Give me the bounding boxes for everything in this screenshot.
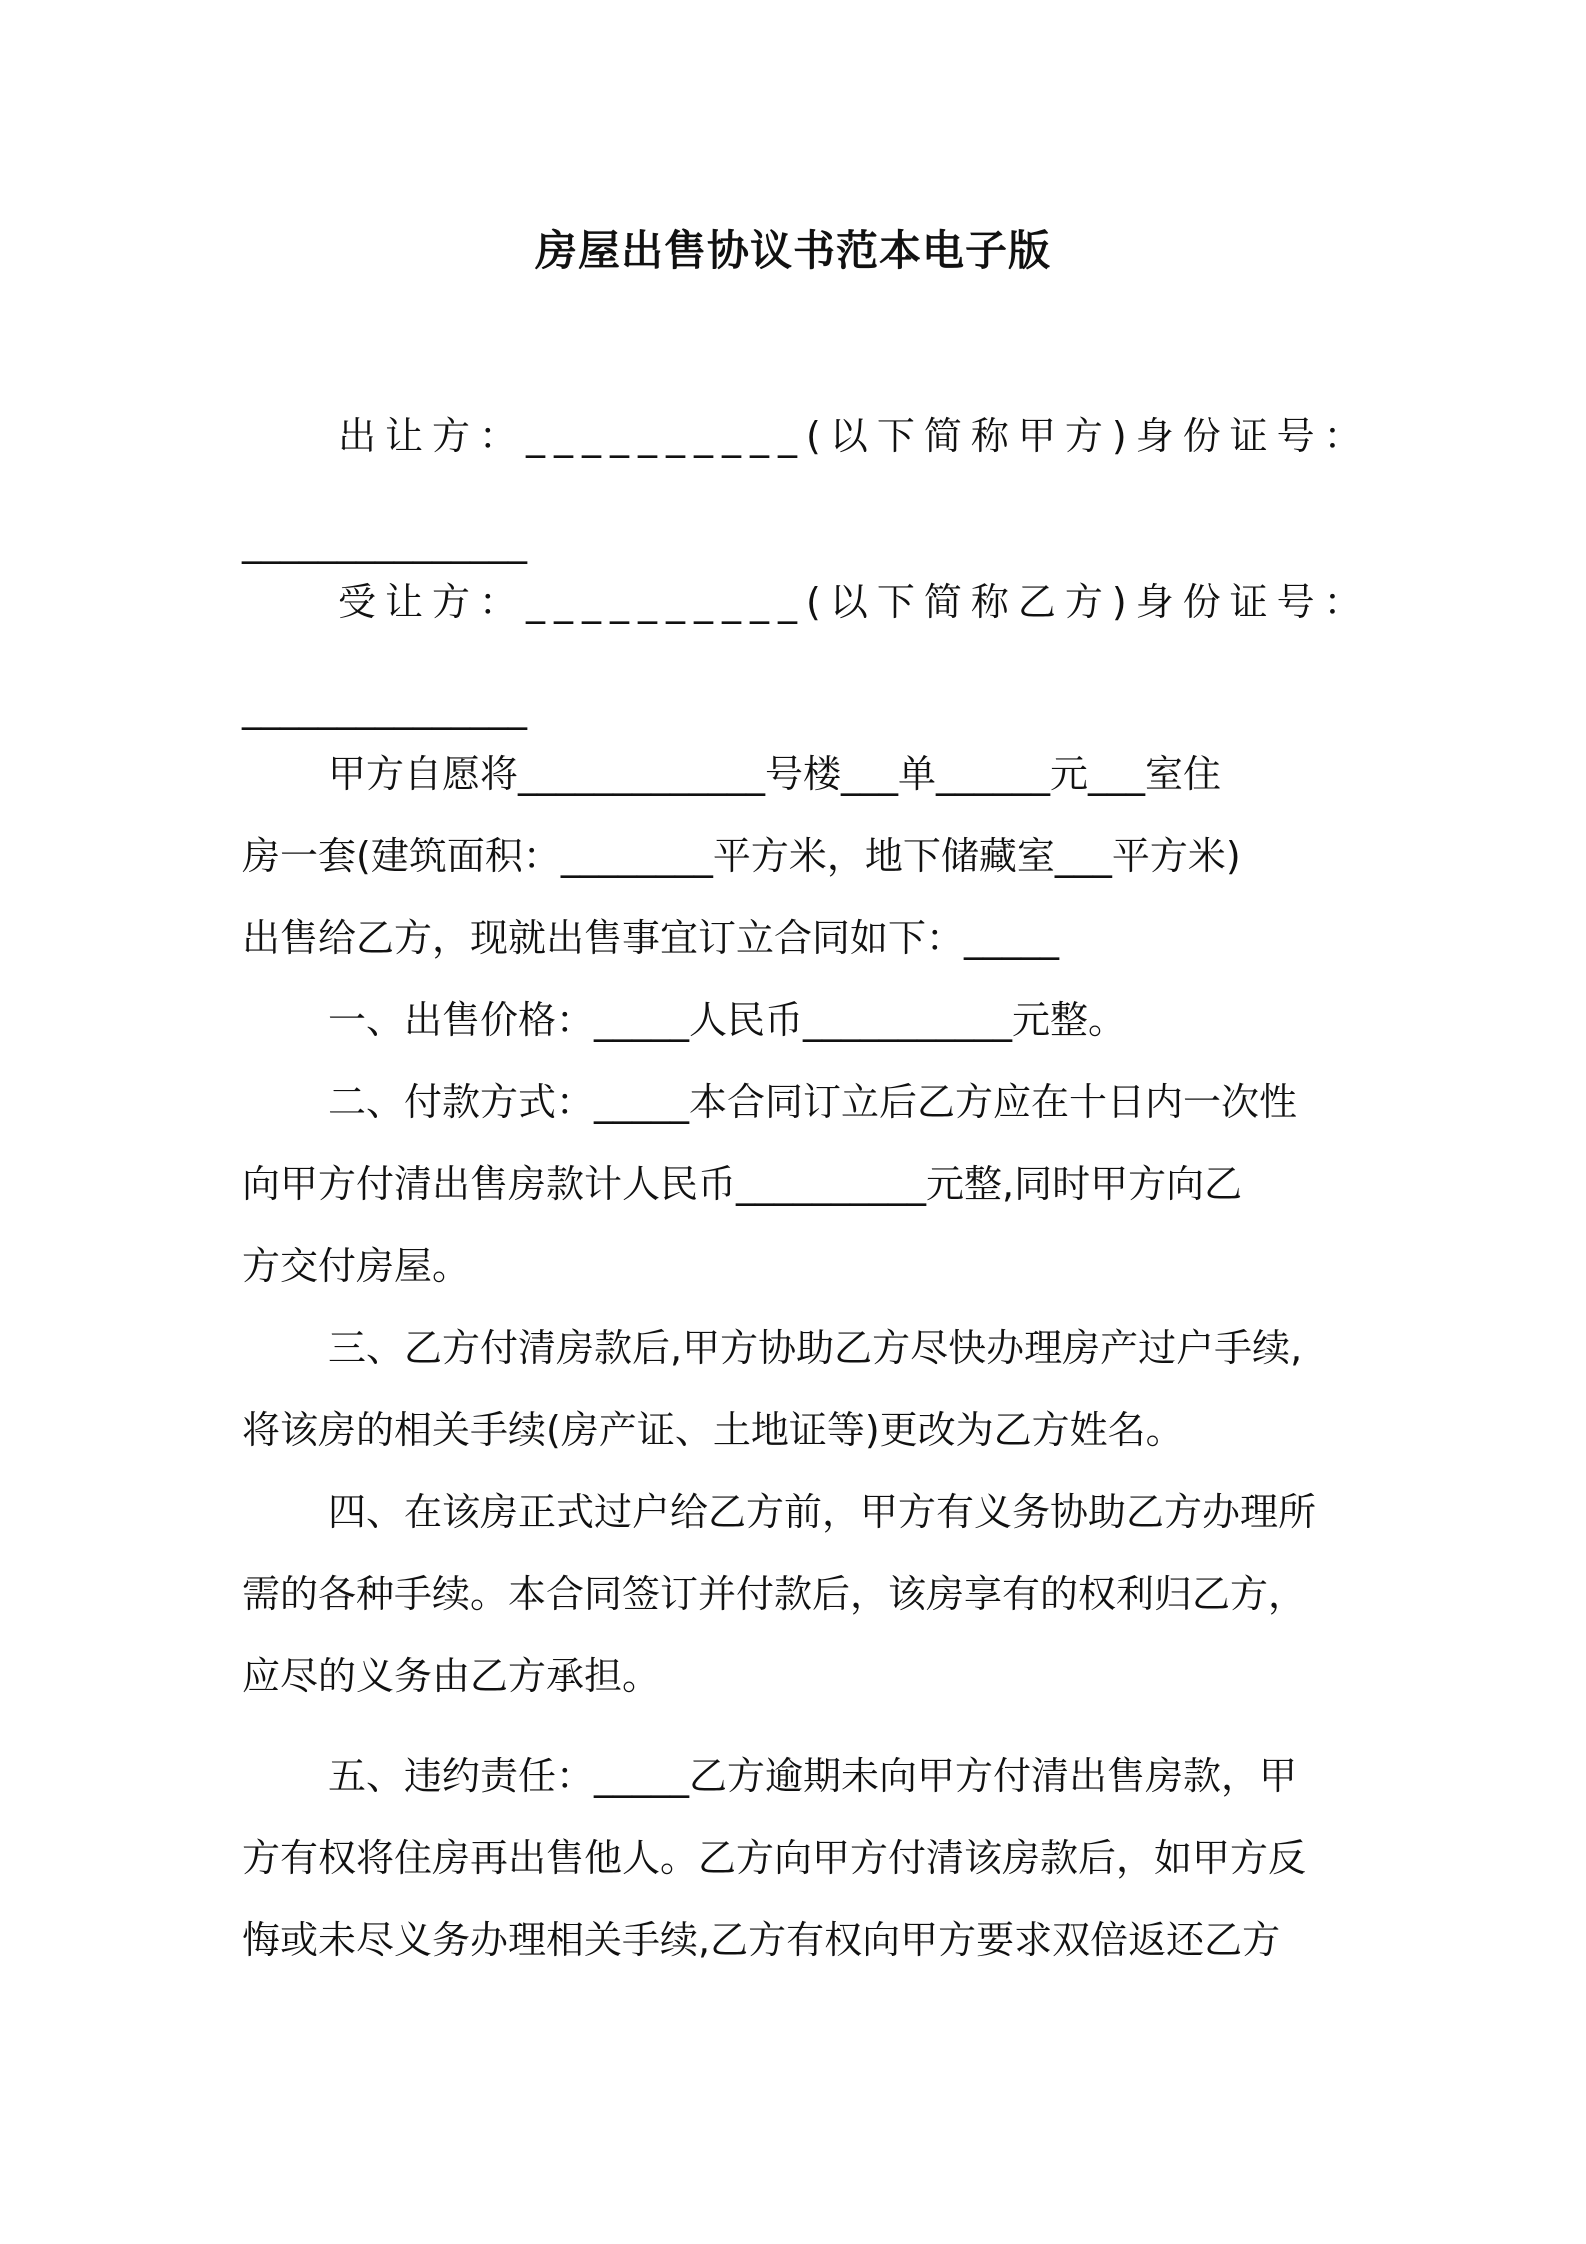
property-paragraph-line: 出售给乙方，现就出售事宜订立合同如下：_____: [242, 916, 1060, 960]
clause-obligation-line: 应尽的义务由乙方承担。: [242, 1654, 661, 1698]
buyer-id-blank: _______________: [242, 686, 527, 730]
buyer-line: 受让方：__________(以下简称乙方)身份证号：: [338, 580, 1371, 624]
clause-payment-line: 方交付房屋。: [242, 1244, 471, 1288]
clause-obligation-line: 四、在该房正式过户给乙方前，甲方有义务协助乙方办理所: [328, 1490, 1317, 1534]
clause-payment-line: 二、付款方式：_____本合同订立后乙方应在十日内一次性: [328, 1080, 1298, 1124]
clause-transfer-line: 将该房的相关手续(房产证、土地证等)更改为乙方姓名。: [242, 1408, 1184, 1452]
document-title: 房屋出售协议书范本电子版: [534, 226, 1051, 275]
property-paragraph-line: 房一套(建筑面积：________平方米，地下储藏室___平方米): [242, 834, 1241, 878]
clause-breach-line: 方有权将住房再出售他人。乙方向甲方付清该房款后，如甲方反: [242, 1836, 1307, 1880]
clause-obligation-line: 需的各种手续。本合同签订并付款后，该房享有的权利归乙方，: [242, 1572, 1307, 1616]
seller-line: 出让方：__________(以下简称甲方)身份证号：: [338, 414, 1371, 458]
clause-price: 一、出售价格：_____人民币___________元整。: [328, 998, 1127, 1042]
property-paragraph-line: 甲方自愿将_____________号楼___单______元___室住: [328, 752, 1222, 796]
clause-payment-line: 向甲方付清出售房款计人民币__________元整,同时甲方向乙: [242, 1162, 1243, 1206]
clause-breach-line: 悔或未尽义务办理相关手续,乙方有权向甲方要求双倍返还乙方: [242, 1918, 1281, 1962]
seller-id-blank: _______________: [242, 520, 527, 564]
clause-breach-line: 五、违约责任：_____乙方逾期未向甲方付清出售房款，甲: [328, 1754, 1298, 1798]
clause-transfer-line: 三、乙方付清房款后,甲方协助乙方尽快办理房产过户手续,: [328, 1326, 1303, 1370]
